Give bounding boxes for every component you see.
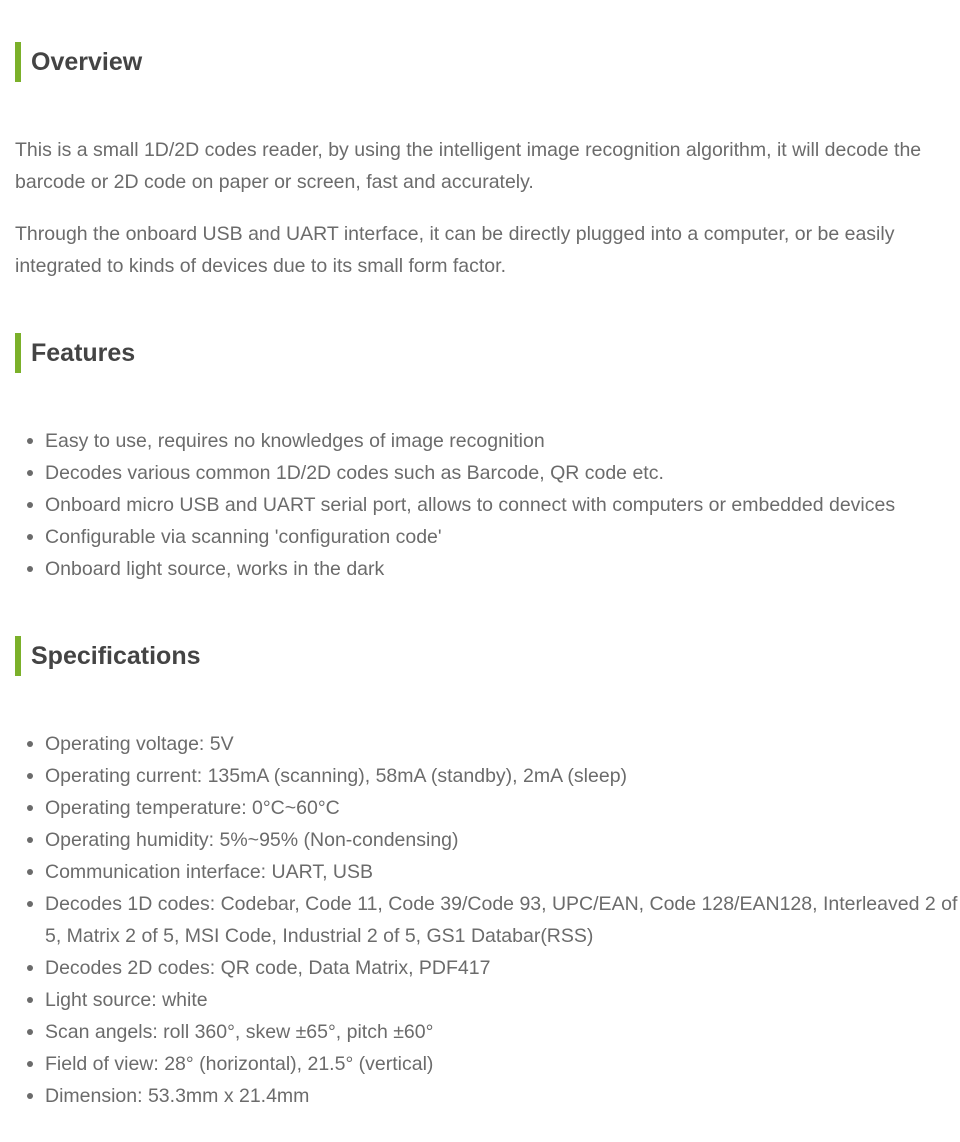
overview-heading (15, 42, 142, 82)
bullet-icon (27, 837, 33, 843)
list-item (0, 1016, 960, 1048)
overview-heading-text: Overview (31, 48, 143, 76)
list-item (0, 792, 960, 824)
feature-text: Easy to use, requires no knowledges of image recognition (45, 430, 545, 452)
list-item (0, 952, 960, 984)
specifications-heading (15, 636, 201, 676)
spec-text: Operating temperature: 0°C~60°C (45, 797, 340, 819)
list-item (0, 553, 960, 585)
list-item (0, 856, 960, 888)
specifications-list (0, 728, 960, 1112)
spec-text: Decodes 1D codes: Codebar, Code 11, Code 39/Code 93, UPC/EAN, Code 128/EAN128, Interleaved 2 of 5, Matrix 2 of 5, MSI Code, Industrial 2 of 5, GS1 Databar(RSS) (45, 893, 958, 947)
bullet-icon (27, 901, 33, 907)
list-item (0, 728, 960, 760)
spec-text: Scan angels: roll 360°, skew ±65°, pitch ±60° (45, 1021, 434, 1043)
bullet-icon (27, 965, 33, 971)
list-item (0, 521, 960, 553)
bullet-icon (27, 869, 33, 875)
feature-text: Onboard light source, works in the dark (45, 558, 385, 580)
features-heading (15, 333, 135, 373)
list-item (0, 888, 960, 952)
list-item (0, 1048, 960, 1080)
spec-text: Operating current: 135mA (scanning), 58mA (standby), 2mA (sleep) (45, 765, 628, 787)
bullet-icon (27, 805, 33, 811)
bullet-icon (27, 741, 33, 747)
list-item (0, 824, 960, 856)
feature-text: Decodes various common 1D/2D codes such as Barcode, QR code etc. (45, 462, 664, 484)
bullet-icon (27, 502, 33, 508)
list-item (0, 984, 960, 1016)
heading-accent-bar (15, 42, 21, 82)
list-item (0, 425, 960, 457)
list-item (0, 760, 960, 792)
feature-text: Onboard micro USB and UART serial port, allows to connect with computers or embedded devices (45, 494, 896, 516)
specifications-heading-text: Specifications (31, 642, 201, 670)
bullet-icon (27, 534, 33, 540)
overview-paragraph-1: This is a small 1D/2D codes reader, by using the intelligent image recognition algorithm, it will decode the barcode or 2D code on paper or screen, fast and accurately. (15, 139, 922, 193)
list-item (0, 457, 960, 489)
spec-text: Operating humidity: 5%~95% (Non-condensing) (45, 829, 459, 851)
spec-text: Decodes 2D codes: QR code, Data Matrix, PDF417 (45, 957, 491, 979)
overview-paragraph-2: Through the onboard USB and UART interface, it can be directly plugged into a computer, or be easily integrated to kinds of devices due to its small form factor. (15, 223, 895, 277)
features-list (0, 425, 960, 585)
bullet-icon (27, 566, 33, 572)
features-heading-text: Features (31, 339, 136, 367)
spec-text: Dimension: 53.3mm x 21.4mm (45, 1085, 310, 1107)
spec-text: Operating voltage: 5V (45, 733, 234, 755)
bullet-icon (27, 470, 33, 476)
list-item (0, 1080, 960, 1112)
list-item (0, 489, 960, 521)
spec-text: Communication interface: UART, USB (45, 861, 374, 883)
heading-accent-bar (15, 636, 21, 676)
spec-text: Field of view: 28° (horizontal), 21.5° (vertical) (45, 1053, 434, 1075)
bullet-icon (27, 997, 33, 1003)
bullet-icon (27, 438, 33, 444)
spec-text: Light source: white (45, 989, 208, 1011)
bullet-icon (27, 1061, 33, 1067)
feature-text: Configurable via scanning 'configuration code' (45, 526, 442, 548)
heading-accent-bar (15, 333, 21, 373)
bullet-icon (27, 1093, 33, 1099)
bullet-icon (27, 773, 33, 779)
bullet-icon (27, 1029, 33, 1035)
